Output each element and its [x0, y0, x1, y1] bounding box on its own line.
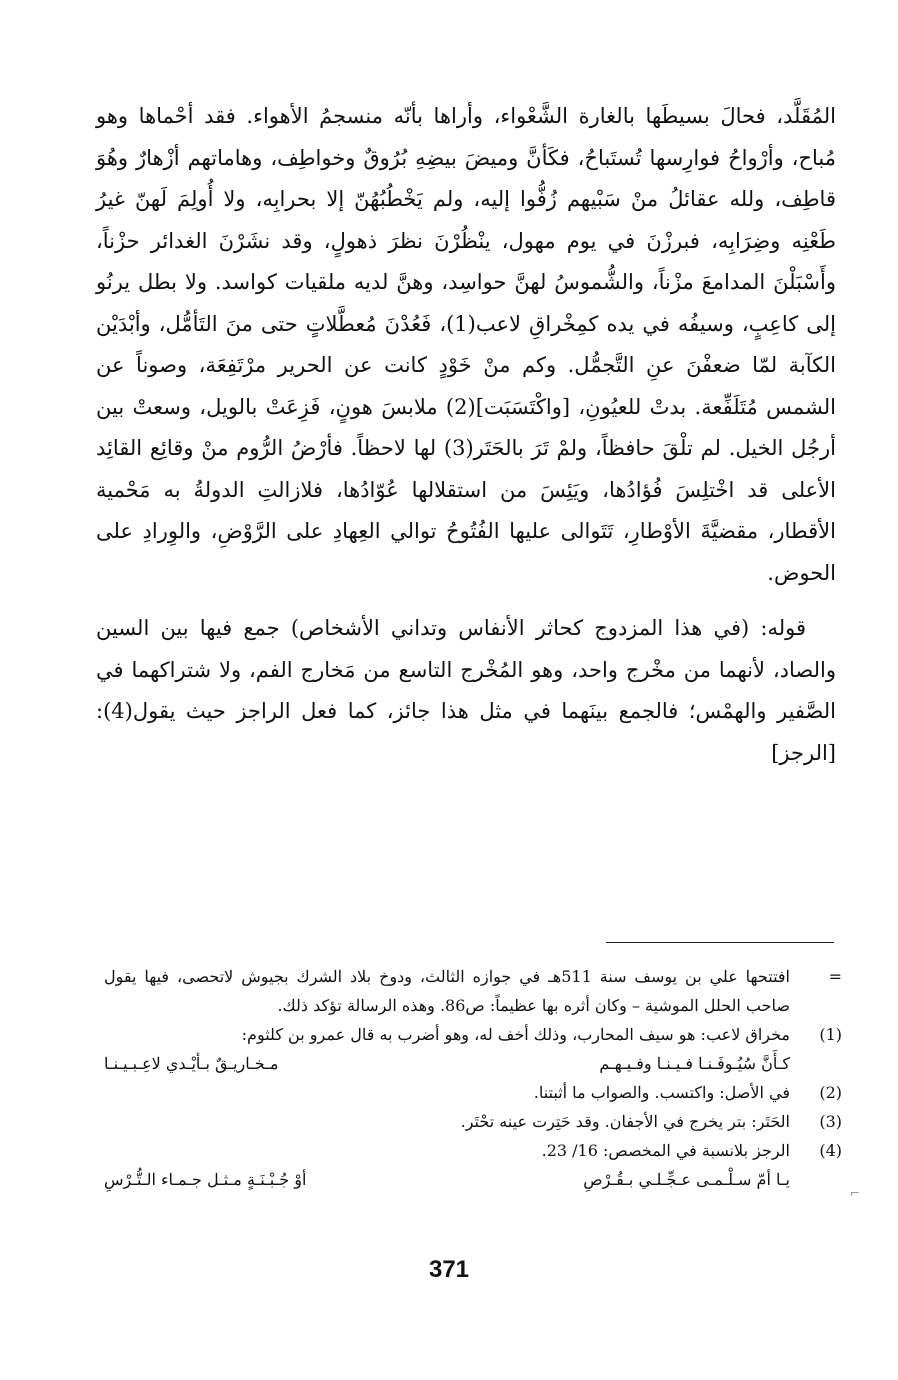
verse-line-1 — [104, 1049, 842, 1078]
footnote-3 — [104, 1107, 842, 1136]
paragraph-2: قوله: (في هذا المزدوج كحاثر الأنفاس وتداني الأشخاص) جمع فيها بين السين والصاد، لأنهما من مخْرج واحد، وهو المُخْرج التاسع من مَخارج الفم، ولا شتراكهما في الصَّفير والهمْس؛ فالجمع بينَهما في مثل هذا جائز، كما فعل الراجز حيث يقول(4): [الرجز] — [96, 616, 836, 765]
verse-hemistich-second: أوْ جُـبْـنَـةٍ مـثـل جـمـاء الـتُّـرْسِ — [104, 1170, 307, 1189]
verse-hemistich-first: كـأَنَّ سُيُـوفَـنـا فـيـنـا وفـيـهـم — [599, 1054, 790, 1073]
footnote-2 — [104, 1078, 842, 1107]
footnote-4 — [104, 1136, 842, 1165]
verse-hemistich-second: مـخـاريـقٌ بـأيْـدي لاعِـبـيـنـا — [104, 1054, 279, 1073]
footnote-1 — [104, 1020, 842, 1049]
footnote-text: الحَتَر: بتر يخرج في الأجفان. وقد حَتِرت عينه تحْتَر. — [460, 1112, 790, 1131]
footnote-mark: (3) — [819, 1112, 842, 1131]
footnote-continuation — [104, 962, 842, 1020]
footnote-mark: (2) — [819, 1083, 842, 1102]
footnote-mark: (4) — [819, 1141, 842, 1160]
margin-mark: ⌐ — [850, 1186, 861, 1200]
main-text — [96, 96, 836, 774]
footnotes — [104, 962, 842, 1194]
page-number: 371 — [428, 1256, 470, 1283]
footnote-mark: = — [828, 967, 842, 986]
footnote-text: مخراق لاعب: هو سيف المحارب، وذلك أخف له، وهو أضرب به قال عمرو بن كلثوم: — [241, 1025, 790, 1044]
footnote-divider — [606, 942, 834, 943]
footnote-text: في الأصل: واكتسب. والصواب ما أثبتنا. — [533, 1083, 790, 1102]
footnote-text: الرجز بلانسبة في المخصص: 16/ 23. — [541, 1141, 790, 1160]
verse-hemistich-first: يـا أمّ سـلْـمـى عـجِّـلـي بـقُـرْصِ — [583, 1170, 790, 1189]
paragraph-1: المُقَلَّد، فحالَ بسيطَها بالغارة الشَّعْواء، وأراها بأنّه منسجمُ الأهواء. فقد أحْماها وهو مُباح، وأرْواحُ فوارِسها تُستَباحُ، فكَأنَّ وميضَ بيضِهِ بُرُوقٌ وخواطِف، وهاماتهم أزْهارٌ وهُوَ قاطِف، ولله عقائلُ منْ سَبْيهم زُفُّوا إليه، ولم يَخْطُبُهُنّ إلا بحرابِه، ولا أُولِمَ لَهنّ غيرُ طَعْنِه وضِرَابِه، فبرزْنَ في يوم مهول، ينْظُرْنَ نظرَ ذهولٍ، وقد نشَرْنَ الغدائر حزْناً، وأَسْبَلْنَ المدامعَ مزْناً، والشُّموسُ لهنَّ حواسِد، وهنَّ لديه ملقيات كواسد. ولا بطل يرنُو إلى كاعِبٍ، وسيفُه في يده كمِخْراقِ لاعب(1)، فَعُدْنَ مُعطَّلاتٍ حتى منَ التَأمُّل، وأبْدَيْن الكآبة لمّا ضعفْنَ عنِ التَّجمُّل. وكم منْ خَوْدٍ كانت عن الحرير مرْتَفِعَة، وصوناً عن الشمس مُتَلَفِّعة. بدتْ للعيُونِ، [واكْتَسَبَت](2) ملابسَ هونٍ، فَزِعَتْ بالويل، وسعتْ بين أرجُل الخيل. لم تلْقَ حافظاً، ولمْ تَرَ بالحَتَر(3) لها لاحظاً. فأرْضُ الرُّوم منْ وقائِع القائِد الأعلى قد اخْتلِسَ فُؤادُها، ويَئِسَ من استقلالها عُوّادُها، فلازالتِ الدولةُ به مَحْمية الأقطار، مقضيَّةَ الأوْطارِ، تَتَوالى عليها الفُتُوحُ توالي العِهادِ على الرَّوْضِ، والوِرادِ على الحوض. — [96, 104, 837, 585]
footnote-text: افتتحها علي بن يوسف سنة 511هـ في جوازه الثالث، ودوخ بلاد الشرك بجيوش لاتحصى، فيها يقول صاحب الحلل الموشية – وكان أثره بها عظيماً: ص86. وهذه الرسالة تؤكد ذلك. — [104, 967, 790, 1015]
verse-line-2 — [104, 1165, 842, 1194]
footnote-mark: (1) — [819, 1025, 842, 1044]
